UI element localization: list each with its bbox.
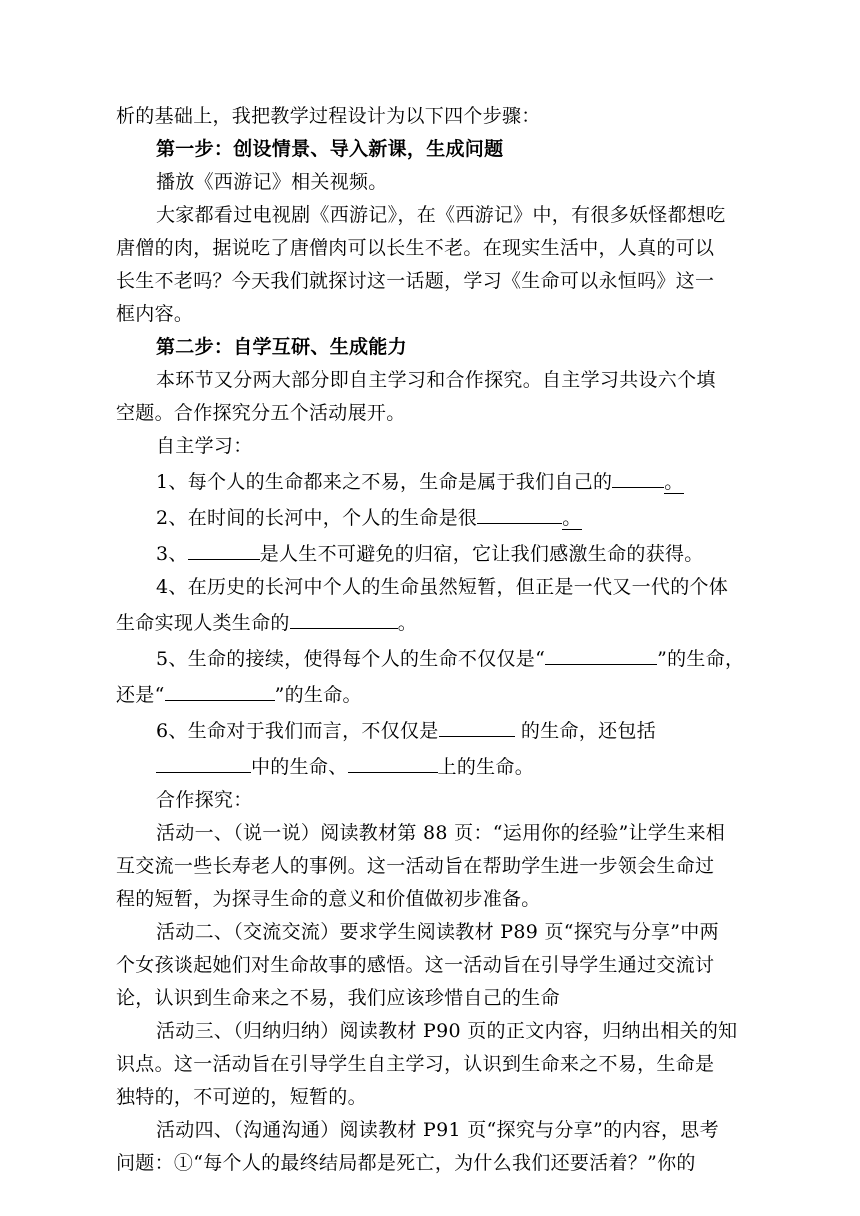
question-text: 5、生命的接续，使得每个人的生命不仅仅是“ bbox=[156, 648, 546, 670]
paragraph-line: 问题：①“每个人的最终结局都是死亡，为什么我们还要活着？”你的 bbox=[116, 1152, 696, 1174]
question-4: 4、在历史的长河中个人的生命虽然短暂，但正是一代又一代的个体 bbox=[156, 576, 729, 598]
question-5-cont bbox=[116, 676, 746, 712]
question-text: 1、每个人的生命都来之不易，生命是属于我们自己的 bbox=[156, 471, 613, 493]
question-3 bbox=[116, 535, 746, 571]
question-6-cont bbox=[116, 748, 746, 784]
paragraph-line: 论，认识到生命来之不易，我们应该珍惜自己的生命 bbox=[116, 987, 560, 1009]
question-text: 生命实现人类生命的 bbox=[116, 612, 290, 634]
activity-4: 活动四、（沟通沟通）阅读教材 P91 页“探究与分享”的内容，思考 bbox=[156, 1119, 719, 1141]
question-5 bbox=[116, 640, 746, 676]
paragraph-line: 析的基础上，我把教学过程设计为以下四个步骤： bbox=[116, 105, 541, 127]
question-text: 3、 bbox=[156, 543, 188, 565]
question-text: 还是“ bbox=[116, 684, 165, 706]
step-two-heading: 第二步：自学互研、生成能力 bbox=[156, 336, 407, 358]
paragraph-line: 个女孩谈起她们对生命故事的感悟。这一活动旨在引导学生通过交流讨 bbox=[116, 954, 715, 976]
paragraph-line: 长生不老吗？今天我们就探讨这一话题，学习《生命可以永恒吗》这一 bbox=[116, 270, 715, 292]
fill-blank bbox=[156, 748, 251, 773]
question-text: 是人生不可避免的归宿，它让我们感激生命的获得。 bbox=[259, 543, 704, 565]
self-study-label: 自主学习： bbox=[156, 435, 253, 457]
question-text: 中的生命、 bbox=[251, 756, 348, 778]
question-4-cont bbox=[116, 604, 746, 640]
activity-2: 活动二、（交流交流）要求学生阅读教材 P89 页“探究与分享”中两 bbox=[156, 921, 719, 943]
paragraph-line: 互交流一些长寿老人的事例。这一活动旨在帮助学生进一步领会生命过 bbox=[116, 855, 715, 877]
fill-blank bbox=[477, 499, 562, 524]
question-6 bbox=[116, 712, 746, 748]
fill-blank bbox=[165, 676, 275, 701]
paragraph-line: 大家都看过电视剧《西游记》，在《西游记》中，有很多妖怪都想吃 bbox=[156, 204, 726, 226]
activity-1: 活动一、（说一说）阅读教材第 88 页：“运用你的经验”让学生来相 bbox=[156, 822, 726, 844]
cooperation-label: 合作探究： bbox=[156, 789, 253, 811]
paragraph-line: 唐僧的肉，据说吃了唐僧肉可以长生不老。在现实生活中，人真的可以 bbox=[116, 237, 715, 259]
question-text: 。 bbox=[397, 612, 418, 634]
paragraph-line: 独特的，不可逆的，短暂的。 bbox=[116, 1086, 367, 1108]
paragraph-line: 空题。合作探究分五个活动展开。 bbox=[116, 402, 406, 424]
question-text: 上的生命。 bbox=[437, 756, 535, 778]
paragraph-line: 程的短暂，为探寻生命的意义和价值做初步准备。 bbox=[116, 888, 541, 910]
fill-blank bbox=[290, 604, 398, 629]
document-page bbox=[116, 100, 746, 1180]
fill-blank bbox=[439, 712, 515, 737]
question-text: ”的生命， bbox=[657, 648, 745, 670]
paragraph-line: 识点。这一活动旨在引导学生自主学习，认识到生命来之不易，生命是 bbox=[116, 1053, 715, 1075]
paragraph-line: 框内容。 bbox=[116, 303, 194, 325]
question-text: 6、生命对于我们而言，不仅仅是 bbox=[156, 720, 439, 742]
question-1 bbox=[116, 463, 746, 499]
question-text: 2、在时间的长河中，个人的生命是很 bbox=[156, 507, 478, 529]
fill-blank bbox=[612, 463, 664, 488]
activity-3: 活动三、（归纳归纳）阅读教材 P90 页的正文内容，归纳出相关的知 bbox=[156, 1020, 738, 1042]
fill-blank bbox=[545, 640, 657, 665]
fill-blank bbox=[348, 748, 438, 773]
question-2 bbox=[116, 499, 746, 535]
paragraph-line: 播放《西游记》相关视频。 bbox=[156, 171, 388, 193]
paragraph-line: 本环节又分两大部分即自主学习和合作探究。自主学习共设六个填 bbox=[156, 369, 716, 391]
question-text: 的生命，还包括 bbox=[514, 720, 657, 742]
step-one-heading: 第一步：创设情景、导入新课，生成问题 bbox=[156, 138, 504, 160]
question-text: ”的生命。 bbox=[274, 684, 362, 706]
question-text: 。 bbox=[664, 471, 684, 493]
question-text: 。 bbox=[562, 507, 582, 529]
fill-blank bbox=[188, 535, 260, 560]
